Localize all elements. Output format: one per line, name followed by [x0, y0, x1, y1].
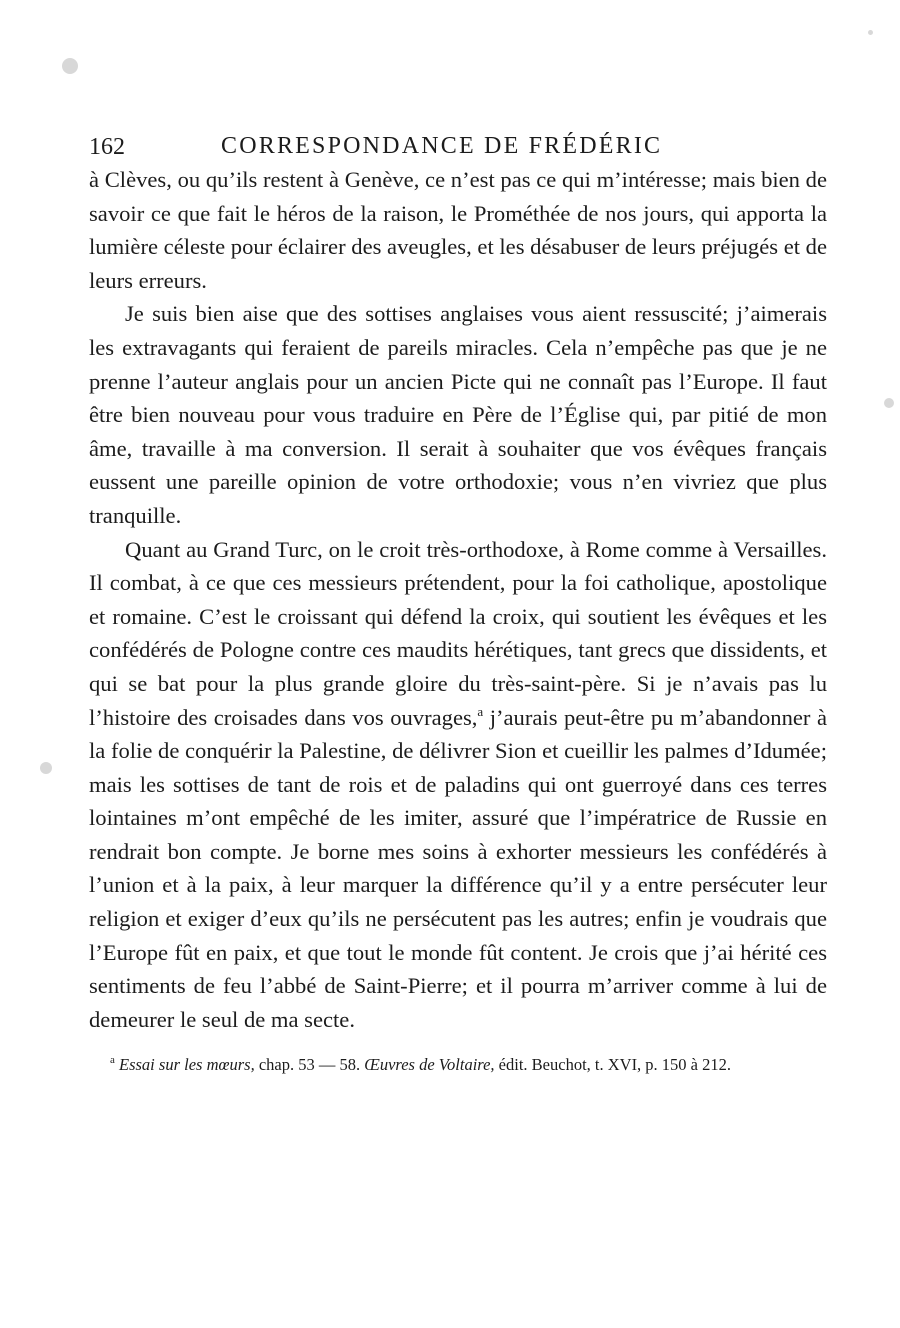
running-title: CORRESPONDANCE DE FRÉDÉRIC: [221, 133, 663, 159]
paragraph-1: à Clèves, ou qu’ils restent à Genève, ce n’est pas ce qui m’intéresse; mais bien de savoir ce que fait le héros de la raison, le Prométhée de nos jours, qui apporta la lumière céleste pour éclairer des aveugles, et les désabuser de leurs préjugés et de leurs erreurs.: [89, 167, 827, 293]
paper-speck: [40, 762, 52, 774]
footnote-reference: a: [477, 703, 484, 719]
footnote-marker: a: [110, 1054, 115, 1067]
footnote: [89, 1052, 827, 1077]
footnote-chapters: chap. 53 — 58.: [254, 1055, 365, 1075]
page-number: 162: [89, 134, 125, 160]
footnote-edition: édit. Beuchot, t. XVI, p. 150 à 212.: [494, 1055, 732, 1075]
paper-speck: [884, 398, 894, 408]
footnote-collection-title: Œuvres de Voltaire,: [364, 1055, 495, 1075]
footnote-work-title: Essai sur les mœurs,: [119, 1055, 255, 1075]
paragraph-3-part-1: Quant au Grand Turc, on le croit très-orthodoxe, à Rome comme à Versailles. Il combat, à ce que ces messieurs prétendent, pour la foi catholique, apostolique et romaine. C’est le croissant qui défend la croix, qui soutient les évêques et les confédérés de Pologne contre ces maudits hérétiques, tant grecs que dissidents, et qui se bat pour la plus grande gloire du très-saint-père. Si je n’avais pas lu l’histoire des croisades dans vos ouvrages,: [89, 536, 827, 730]
paper-speck: [62, 58, 78, 74]
paper-speck: [868, 30, 873, 35]
paragraph-3-part-2: j’aurais peut-être pu m’abandonner à la folie de conquérir la Palestine, de délivrer Sion et cueillir les palmes d’Idumée; mais les sottises de tant de rois et de paladins qui ont guerroyé dans ces terres lointaines m’ont empêché de les imiter, assuré que l’impératrice de Russie en rendrait bon compte. Je borne mes soins à exhorter messieurs les confédérés à l’union et à la paix, à leur marquer la différence qu’il y a entre persécuter leur religion et exiger d’eux qu’ils ne persécutent pas les autres; enfin je voudrais que l’Europe fût en paix, et que tout le monde fût content. Je crois que j’ai hérité ces sentiments de feu l’abbé de Saint-Pierre; et il pourra m’arriver comme à lui de demeurer le seul de ma secte.: [89, 704, 827, 1032]
book-page: [89, 128, 827, 1077]
body-text: [89, 163, 827, 1036]
running-head: [89, 128, 827, 164]
paragraph-2: Je suis bien aise que des sottises anglaises vous aient ressuscité; j’aimerais les extravagants qui feraient de pareils miracles. Cela n’empêche pas que je ne prenne l’auteur anglais pour un ancien Picte qui ne connaît pas l’Europe. Il faut être bien nouveau pour vous traduire en Père de l’Église qui, par pitié de mon âme, travaille à ma conversion. Il serait à souhaiter que vos évêques français eussent une pareille opinion de votre orthodoxie; vous n’en vivriez que plus tranquille.: [89, 301, 827, 528]
paragraph-3: [89, 533, 827, 1037]
